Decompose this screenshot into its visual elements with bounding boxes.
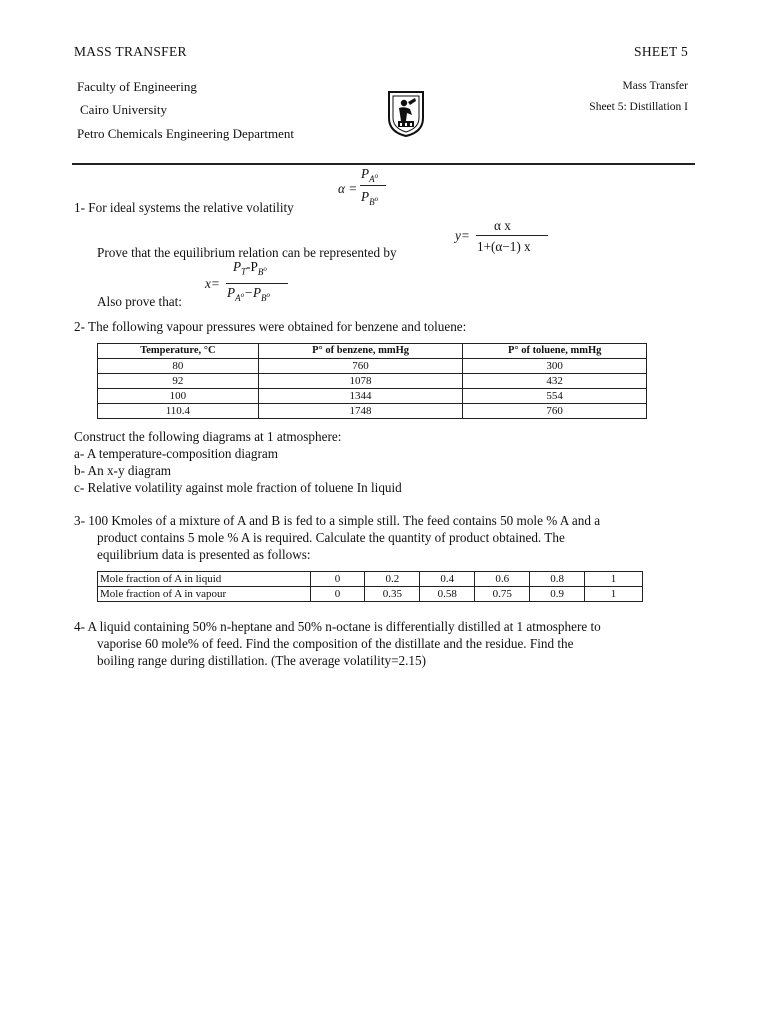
header-right: SHEET 5 [634,44,688,59]
table-cell: 1344 [258,389,463,404]
q2-text: 2- The following vapour pressures were obtained for benzene and toluene: [74,319,467,334]
meta-university: Cairo University [80,102,168,117]
table-cell: 760 [463,404,647,419]
meta-department: Petro Chemicals Engineering Department [77,126,294,141]
table-cell: 1748 [258,404,463,419]
column-header: Temperature, °C [98,344,259,359]
q2-construct: Construct the following diagrams at 1 atmosphere: [74,429,342,444]
vapour-pressure-table [97,343,647,419]
table-cell: 0.6 [475,572,530,587]
table-cell: 100 [98,389,259,404]
table-cell: 0 [310,572,365,587]
y-fraction-bar [476,235,548,236]
table-row [98,374,647,389]
column-header: P° of benzene, mmHg [258,344,463,359]
q1-prove-equilibrium: Prove that the equilibrium relation can be represented by [97,245,397,260]
table-cell: 92 [98,374,259,389]
header-rule [72,163,695,165]
table-cell: 1 [585,572,643,587]
table-cell: 0.4 [420,572,475,587]
y-den: 1+(α−1) x [477,239,531,254]
table-row [98,404,647,419]
q4-line3: boiling range during distillation. (The average volatility=2.15) [97,653,426,668]
table-cell: 0.35 [365,587,420,602]
table-cell: 0 [310,587,365,602]
y-num: α x [494,218,511,233]
table-cell: 300 [463,359,647,374]
table-cell: 0.9 [530,587,585,602]
q1-text: 1- For ideal systems the relative volatility [74,200,294,215]
q3-line1: 3- 100 Kmoles of a mixture of A and B is fed to a simple still. The feed contains 50 mole % A and a [74,513,601,528]
table-cell: 80 [98,359,259,374]
meta-faculty: Faculty of Engineering [77,79,197,94]
x-fraction-bar [226,283,288,284]
table-row [98,359,647,374]
table-cell: 554 [463,389,647,404]
table-header-row [98,344,647,359]
q2-item-b: b- An x-y diagram [74,463,172,478]
meta-course: Mass Transfer [622,80,688,92]
row-label: Mole fraction of A in liquid [98,572,311,587]
q4-line1: 4- A liquid containing 50% n-heptane and 50% n-octane is differentially distilled at 1 atmosphere to [74,619,601,634]
alpha-den: $P_{B^o}$ [361,189,379,207]
q3-line3: equilibrium data is presented as follows: [97,547,311,562]
table-row [98,572,643,587]
row-label: Mole fraction of A in vapour [98,587,311,602]
y-lhs: y= [455,228,470,243]
table-row [98,389,647,404]
table-cell: 0.2 [365,572,420,587]
equilibrium-table [97,571,643,602]
x-lhs: x= [205,276,220,291]
x-den: $P_{A^o}-P_{B^o}$ [227,285,271,303]
table-cell: 1078 [258,374,463,389]
q4-line2: vaporise 60 mole% of feed. Find the composition of the distillate and the residue. Find the [97,636,574,651]
table-cell: 760 [258,359,463,374]
table-cell: 110.4 [98,404,259,419]
table-cell: 0.58 [420,587,475,602]
table-cell: 0.75 [475,587,530,602]
column-header: P° of toluene, mmHg [463,344,647,359]
table-cell: 1 [585,587,643,602]
table-cell: 432 [463,374,647,389]
x-num: $P_T-P_{B^o}$ [233,259,267,277]
q3-line2: product contains 5 mole % A is required. Calculate the quantity of product obtained. The [97,530,565,545]
alpha-lhs: α = [338,181,358,196]
q1-also-prove: Also prove that: [97,294,182,309]
cairo-university-emblem-icon [386,88,426,138]
q2-item-c: c- Relative volatility against mole fraction of toluene In liquid [74,480,402,495]
header-left: MASS TRANSFER [74,44,187,59]
q2-item-a: a- A temperature-composition diagram [74,446,278,461]
alpha-num: $P_{A^o}$ [361,166,379,184]
table-row [98,587,643,602]
alpha-fraction-bar [360,185,386,186]
meta-sheet: Sheet 5: Distillation I [589,101,688,113]
table-cell: 0.8 [530,572,585,587]
